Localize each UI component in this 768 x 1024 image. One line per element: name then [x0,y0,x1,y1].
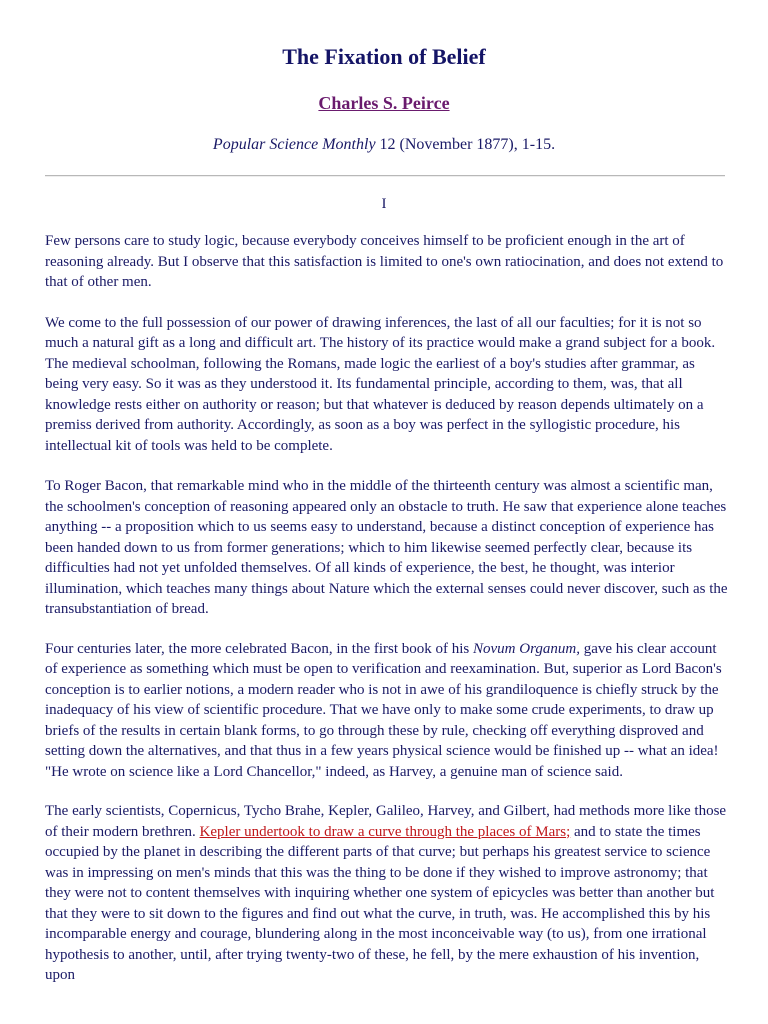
paragraph-5-text-start: The early scientists, Copernicus, Tycho Brahe, Kepler, Galileo, Harvey, and Gilbert, had methods more like those of their modern brethren. [45,803,727,840]
author-link[interactable]: Charles S. Peirce [318,93,450,113]
paragraph-4-text-end: gave his clear account of experience as something which must be open to verification and reexamination. But, superior as Lord Bacon's conception is to earlier notions, a modern reader who is not in awe of his grandiloquence is chiefly struck by the inadequacy of his view of scientific procedure. That we have only to make some crude experiments, to draw up briefs of the results in certain blank forms, to go through these by rule, checking off everything disproved and setting down the alternatives, and that thus in a few years physical science would be finished up -- what an idea! "He wrote on science like a Lord Chancellor," indeed, as Harvey, a genuine man of science said. [45,640,722,780]
citation-details: 12 (November 1877), 1-15. [375,136,556,153]
journal-name: Popular Science Monthly [212,136,376,153]
paragraph-4-text-start: Four centuries later, the more celebrated Bacon, in the first book of his [45,640,474,657]
horizontal-rule [45,175,725,177]
kepler-link[interactable]: Kepler undertook to draw a curve through the places of Mars; [199,823,571,840]
author-line [0,93,768,114]
article-body [45,231,730,1003]
citation-line [0,136,768,154]
paragraph-3: To Roger Bacon, that remarkable mind who in the middle of the thirteenth century was almost a scientific man, the schoolmen's conception of reasoning appeared only an obstacle to truth. He saw that experience alone teaches anything -- a proposition which to us seems easy to understand, because a distinct conception of experience has been handed down to us from former generations; which to him likewise seemed perfectly clear, because its difficulties had not yet unfolded themselves. Of all kinds of experience, the best, he thought, was interior illumination, which teaches many things about Nature which the external senses could never discover, such as the transubstantiation of bread. [45,478,728,617]
paragraph-2: We come to the full possession of our power of drawing inferences, the last of all our faculties; for it is not so much a natural gift as a long and difficult art. The history of its practice would make a grand subject for a book. The medieval schoolman, following the Romans, made logic the earliest of a boy's studies after grammar, as being very easy. So it was as they understood it. Its fundamental principle, according to them, was, that all knowledge rests either on authority or reason; but that whatever is deduced by reason depends ultimately on a premiss derived from authority. Accordingly, as soon as a boy was perfect in the syllogistic procedure, his intellectual kit of tools was held to be complete. [45,314,716,454]
book-title: Novum Organum, [473,640,580,657]
paragraph-5-text-end: and to state the times occupied by the planet in describing the different parts of that curve; but perhaps his greatest service to science was in impressing on men's minds that this was the thing to be done if they wished to improve astronomy; that they were not to content themselves with inquiring whether one system of epicycles was better than another but that they were to sit down to the figures and find out what the curve, in truth, was. He accomplished this by his incomparable energy and courage, blundering along in the most inconceivable way (to us), from one irrational hypothesis to another, until, after trying twenty-two of these, he fell, by the mere exhaustion of his invention, upon [45,823,715,983]
paragraph-5 [45,801,730,986]
paragraph-4 [45,639,730,783]
section-number: I [381,196,387,212]
page-title: The Fixation of Belief [282,44,486,69]
paragraph-1: Few persons care to study logic, because everybody conceives himself to be proficient enough in the art of reasoning already. But I observe that this satisfaction is limited to one's own ratiocination, and does not extend to that of other men. [45,233,724,290]
